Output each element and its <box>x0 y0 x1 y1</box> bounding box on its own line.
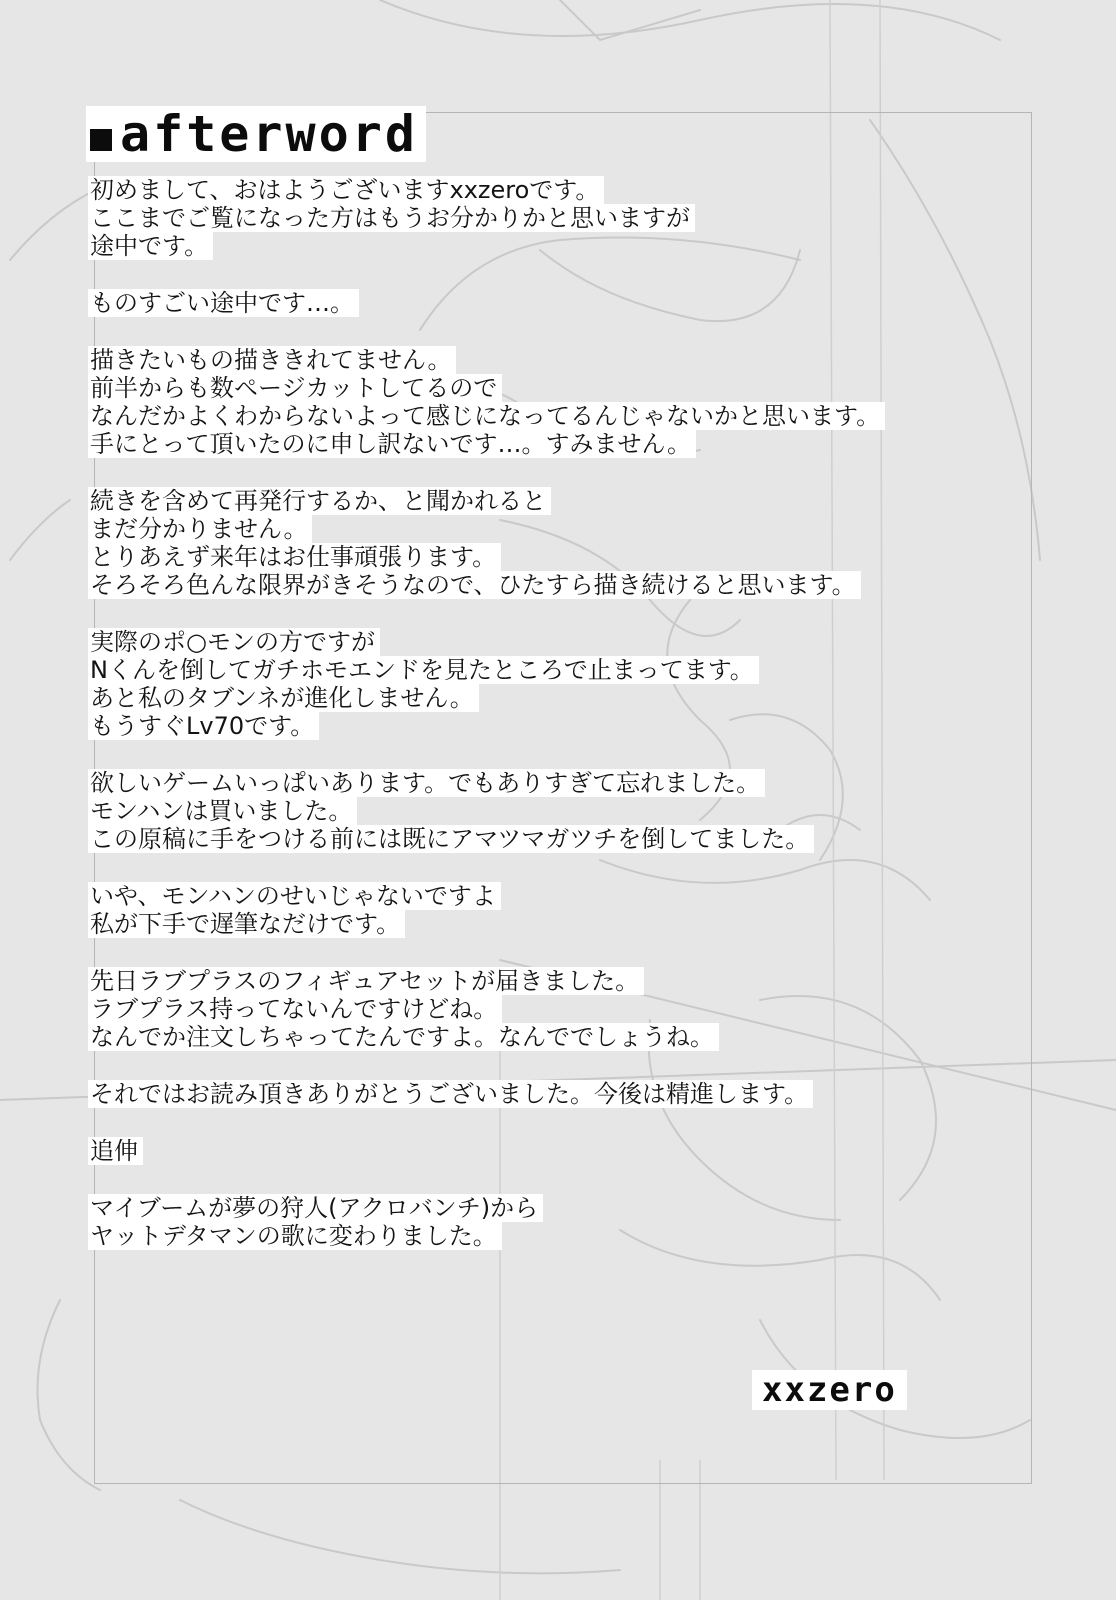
text-line <box>88 995 1008 1023</box>
text-line <box>88 571 1008 599</box>
text-line-text: 初めまして、おはようございますxxzeroです。 <box>88 176 604 204</box>
text-line-text: そろそろ色んな限界がきそうなので、ひたすら描き続けると思います。 <box>88 571 861 599</box>
paragraph-gap <box>88 599 1008 628</box>
text-line <box>88 1023 1008 1051</box>
text-line-text: なんでか注文しちゃってたんですよ。なんででしょうね。 <box>88 1023 719 1051</box>
text-line-text: とりあえず来年はお仕事頑張ります。 <box>88 543 501 571</box>
text-line <box>88 204 1008 232</box>
text-line <box>88 684 1008 712</box>
signature-text: xxzero <box>762 1370 897 1410</box>
text-line-text: いや、モンハンのせいじゃないですよ <box>88 882 501 910</box>
text-line <box>88 515 1008 543</box>
text-line-text: 欲しいゲームいっぱいあります。でもありすぎて忘れました。 <box>88 769 765 797</box>
text-line-text: 手にとって頂いたのに申し訳ないです…。すみません。 <box>88 430 696 458</box>
text-line <box>88 487 1008 515</box>
text-line-text: 続きを含めて再発行するか、と聞かれると <box>88 487 551 515</box>
paragraph-gap <box>88 1051 1008 1080</box>
text-line-text: ここまでご覧になった方はもうお分かりかと思いますが <box>88 204 695 232</box>
text-line <box>88 430 1008 458</box>
title-square-bullet <box>90 129 112 151</box>
text-line <box>88 882 1008 910</box>
paragraph-gap <box>88 740 1008 769</box>
text-line-text: 先日ラブプラスのフィギュアセットが届きました。 <box>88 967 644 995</box>
text-line <box>88 374 1008 402</box>
text-line <box>88 825 1008 853</box>
author-signature <box>752 1370 907 1410</box>
text-line <box>88 967 1008 995</box>
paragraph-gap <box>88 458 1008 487</box>
paragraph-gap <box>88 1108 1008 1137</box>
text-line <box>88 176 1008 204</box>
text-line-text: あと私のタブンネが進化しません。 <box>88 684 479 712</box>
title-text: afterword <box>120 105 418 163</box>
text-line-text: Nくんを倒してガチホモエンドを見たところで止まってます。 <box>88 656 759 684</box>
text-line-text: まだ分かりません。 <box>88 515 312 543</box>
text-line-text: ヤットデタマンの歌に変わりました。 <box>88 1222 502 1250</box>
paragraph-gap <box>88 317 1008 346</box>
text-line-text: それではお読み頂きありがとうございました。今後は精進します。 <box>88 1080 813 1108</box>
text-line-text: この原稿に手をつける前には既にアマツマガツチを倒してました。 <box>88 825 814 853</box>
text-line <box>88 628 1008 656</box>
paragraph-gap <box>88 1165 1008 1194</box>
text-line <box>88 402 1008 430</box>
text-line <box>88 1194 1008 1222</box>
text-line <box>88 910 1008 938</box>
text-line-text: 実際のポ○モンの方ですが <box>88 628 380 656</box>
text-line-text: マイブームが夢の狩人(アクロバンチ)から <box>88 1194 543 1222</box>
paragraph-gap <box>88 260 1008 289</box>
paragraph-gap <box>88 938 1008 967</box>
text-line-text: ものすごい途中です…。 <box>88 289 359 317</box>
text-line-text: 途中です。 <box>88 232 213 260</box>
text-line-text: モンハンは買いました。 <box>88 797 357 825</box>
text-line-text: なんだかよくわからないよって感じになってるんじゃないかと思います。 <box>88 402 885 430</box>
text-line <box>88 289 1008 317</box>
text-line <box>88 232 1008 260</box>
text-line <box>88 543 1008 571</box>
text-line-text: もうすぐLv70です。 <box>88 712 319 740</box>
text-line <box>88 1137 1008 1165</box>
text-line <box>88 712 1008 740</box>
text-line-text: 描きたいもの描ききれてません。 <box>88 346 456 374</box>
text-line <box>88 1080 1008 1108</box>
text-line <box>88 346 1008 374</box>
page-title <box>86 106 426 162</box>
text-line <box>88 769 1008 797</box>
text-line <box>88 797 1008 825</box>
text-line <box>88 1222 1008 1250</box>
paragraph-gap <box>88 853 1008 882</box>
text-line-text: 追伸 <box>88 1137 143 1165</box>
text-line-text: 前半からも数ページカットしてるので <box>88 374 502 402</box>
text-line <box>88 656 1008 684</box>
text-line-text: ラブプラス持ってないんですけどね。 <box>88 995 502 1023</box>
afterword-body <box>88 176 1008 1250</box>
text-line-text: 私が下手で遅筆なだけです。 <box>88 910 405 938</box>
